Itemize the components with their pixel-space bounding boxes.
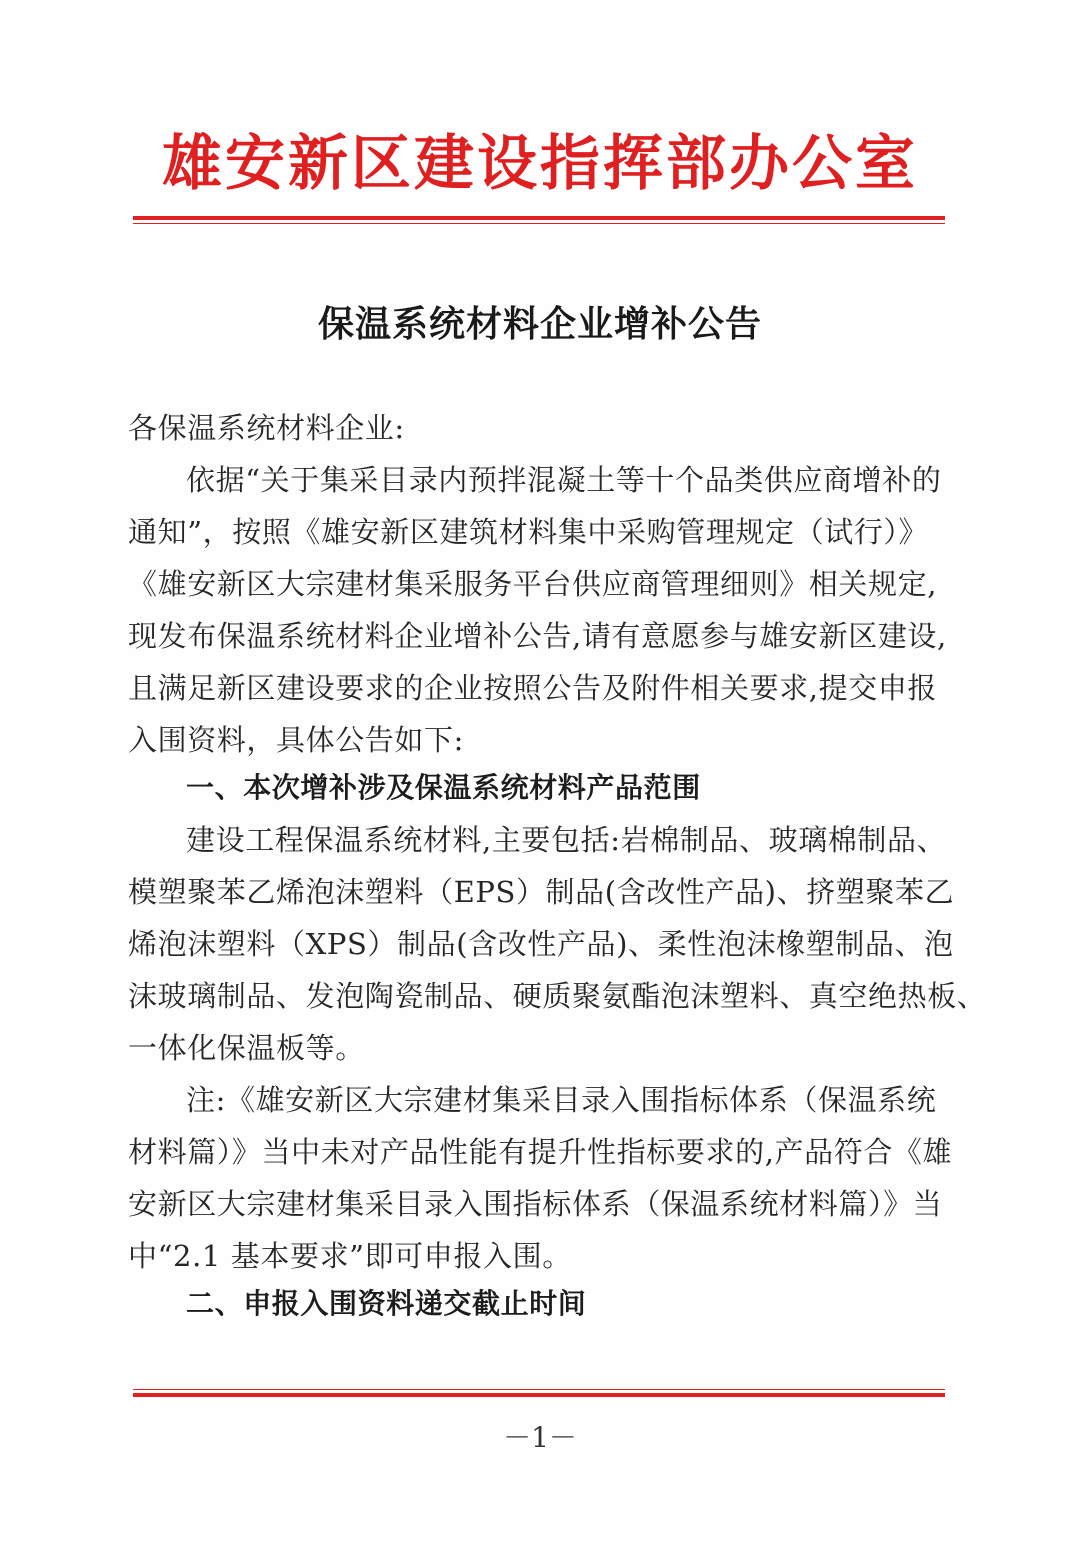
footer-red-rule-thick — [133, 1393, 945, 1397]
section-1-line: 模塑聚苯乙烯泡沫塑料（EPS）制品(含改性产品)、挤塑聚苯乙 — [128, 875, 955, 909]
section-1-heading: 一、本次增补涉及保温系统材料产品范围 — [186, 771, 701, 804]
salutation: 各保温系统材料企业: — [128, 411, 405, 445]
intro-line: 《雄安新区大宗建材集采服务平台供应商管理细则》相关规定, — [128, 567, 938, 601]
header-red-rule-thick — [133, 216, 945, 220]
intro-line: 通知”，按照《雄安新区建筑材料集中采购管理规定（试行）》 — [128, 515, 929, 549]
footer-red-rule-thin — [133, 1389, 945, 1390]
header-red-rule-thin — [133, 223, 945, 224]
page-number: －1－ — [503, 1421, 577, 1454]
section-1-line: 烯泡沫塑料（XPS）制品(含改性产品)、柔性泡沫橡塑制品、泡 — [128, 927, 954, 961]
note-line: 安新区大宗建材集采目录入围指标体系（保温系统材料篇）》当 — [128, 1187, 943, 1221]
note-line: 注:《雄安新区大宗建材集采目录入围指标体系（保温系统 — [186, 1083, 937, 1117]
intro-line: 且满足新区建设要求的企业按照公告及附件相关要求,提交申报 — [128, 671, 938, 705]
section-1-line: 一体化保温板等。 — [128, 1031, 365, 1065]
note-line: 材料篇）》当中未对产品性能有提升性指标要求的,产品符合《雄 — [128, 1135, 953, 1169]
issuing-office-header: 雄安新区建设指挥部办公室 — [162, 129, 918, 199]
section-1-line: 沫玻璃制品、发泡陶瓷制品、硬质聚氨酯泡沫塑料、真空绝热板、 — [128, 979, 987, 1013]
section-2-heading: 二、申报入围资料递交截止时间 — [186, 1287, 587, 1320]
document-title: 保温系统材料企业增补公告 — [317, 303, 762, 345]
intro-line: 入围资料，具体公告如下: — [128, 723, 464, 757]
note-line: 中“2.1 基本要求”即可申报入围。 — [128, 1239, 572, 1273]
intro-line: 现发布保温系统材料企业增补公告,请有意愿参与雄安新区建设, — [128, 619, 947, 653]
intro-line: 依据“关于集采目录内预拌混凝土等十个品类供应商增补的 — [186, 463, 942, 497]
section-1-line: 建设工程保温系统材料,主要包括:岩棉制品、玻璃棉制品、 — [186, 823, 947, 857]
